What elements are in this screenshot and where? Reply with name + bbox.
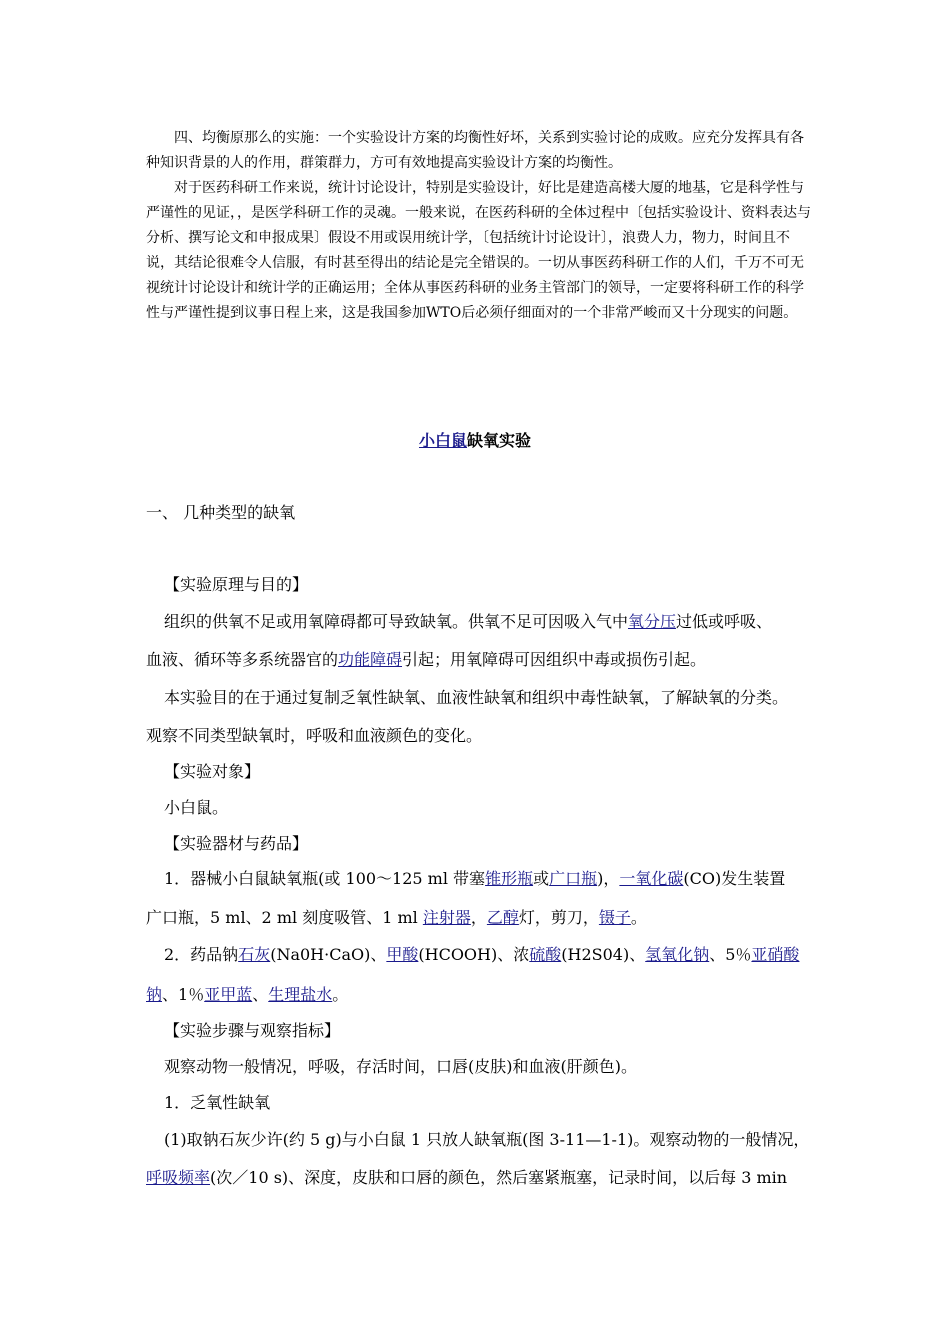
text: 、5％ bbox=[709, 945, 752, 964]
steps-heading: 【实验步骤与观察指标】 bbox=[164, 1021, 341, 1040]
link-dysfunction[interactable]: 功能障碍 bbox=[338, 650, 403, 669]
link-wide-mouth-bottle[interactable]: 广口瓶 bbox=[549, 869, 598, 888]
link-nitrite[interactable]: 亚硝酸 bbox=[751, 945, 800, 964]
text: 血液、循环等多系统器官的 bbox=[146, 650, 339, 669]
link-syringe[interactable]: 注射器 bbox=[422, 908, 471, 927]
link-sulfuric-acid[interactable]: 硫酸 bbox=[529, 945, 562, 964]
text: 组织的供氧不足或用氧障碍都可导致缺氧。供氧不足可因吸入气中 bbox=[164, 612, 629, 631]
link-formic-acid[interactable]: 甲酸 bbox=[386, 945, 419, 964]
text: )， bbox=[597, 869, 620, 888]
text: 。 bbox=[630, 908, 647, 927]
link-sodium-hydroxide[interactable]: 氢氧化钠 bbox=[645, 945, 710, 964]
text: (HCOOH)、浓 bbox=[418, 945, 530, 964]
text: 过低或呼吸、 bbox=[676, 612, 773, 631]
text: 广口瓶，5 ml、2 ml 刻度吸管、1 ml bbox=[146, 908, 423, 927]
text: 、 bbox=[252, 985, 269, 1004]
text: 、1％ bbox=[162, 985, 205, 1004]
steps-line-1: 观察动物一般情况，呼吸，存活时间，口唇(皮肤)和血液(肝颜色)。 bbox=[164, 1057, 637, 1076]
text: ， bbox=[470, 908, 487, 927]
subject-heading: 【实验对象】 bbox=[164, 762, 261, 781]
steps-line-2: 1．乏氧性缺氧 bbox=[164, 1093, 271, 1112]
principle-line-1 bbox=[164, 609, 772, 632]
text: 灯，剪刀， bbox=[518, 908, 599, 927]
text: (Na0H·CaO)、 bbox=[270, 945, 387, 964]
principle-line-3: 本实验目的在于通过复制乏氧性缺氧、血液性缺氧和组织中毒性缺氧，了解缺氧的分类。 bbox=[164, 688, 789, 707]
intro-paragraph-2 bbox=[146, 176, 816, 326]
principle-line-4: 观察不同类型缺氧时，呼吸和血液颜色的变化。 bbox=[146, 726, 483, 745]
steps-line-3: (1)取钠石灰少许(约 5 g)与小白鼠 1 只放人缺氧瓶(图 3-11—1-1)。观察动物的一般情况， bbox=[164, 1130, 810, 1149]
link-tweezers[interactable]: 镊子 bbox=[598, 908, 631, 927]
section-heading: 一、 几种类型的缺氧 bbox=[146, 503, 296, 522]
materials-heading: 【实验器材与药品】 bbox=[164, 834, 309, 853]
link-respiratory-rate[interactable]: 呼吸频率 bbox=[146, 1168, 211, 1187]
intro-paragraph-1 bbox=[146, 126, 816, 176]
text: (次／10 s)、深度，皮肤和口唇的颜色，然后塞紧瓶塞，记录时间，以后每 3 min bbox=[210, 1168, 788, 1187]
link-oxygen-partial-pressure[interactable]: 氧分压 bbox=[628, 612, 677, 631]
text: 或 bbox=[533, 869, 550, 888]
materials-line-3 bbox=[164, 942, 799, 965]
link-sodium[interactable]: 钠 bbox=[146, 985, 163, 1004]
link-lime[interactable]: 石灰 bbox=[238, 945, 271, 964]
intro-text-2: 对于医药科研工作来说，统计讨论设计，特别是实验设计，好比是建造高楼大厦的地基，它是科学性与严谨性的见证，，是医学科研工作的灵魂。一般来说，在医药科研的全体过程中〔包括实验设计、资料表达与分析、撰写论文和申报成果〕假设不用或误用统计学，〔包括统计讨论设计〕，浪费人力，物力，时间且不说，其结论很难令人信服，有时甚至得出的结论是完全错误的。一切从事医药科研工作的人们，千万不可无视统计讨论设计和统计学的正确运用；全体从事医药科研的业务主管部门的领导，一定要将科研工作的科学性与严谨性提到议事日程上来，这是我国参加WTO后必须仔细面对的一个非常严峻而又十分现实的问题。 bbox=[146, 180, 811, 321]
text: (CO)发生装置 bbox=[683, 869, 786, 888]
text: (H2S04)、 bbox=[561, 945, 646, 964]
text: 1．器械小白鼠缺氧瓶(或 100～125 ml 带塞 bbox=[164, 869, 486, 888]
link-methylene-blue[interactable]: 亚甲蓝 bbox=[204, 985, 253, 1004]
text: 2．药品钠 bbox=[164, 945, 239, 964]
link-carbon-monoxide[interactable]: 一氧化碳 bbox=[619, 869, 684, 888]
materials-line-4 bbox=[146, 982, 348, 1005]
materials-line-1 bbox=[164, 866, 785, 889]
subject-text: 小白鼠。 bbox=[164, 798, 229, 817]
title-link[interactable]: 小白鼠 bbox=[418, 431, 467, 450]
link-saline[interactable]: 生理盐水 bbox=[268, 985, 333, 1004]
text: 引起；用氧障碍可因组织中毒或损伤引起。 bbox=[402, 650, 707, 669]
link-ethanol[interactable]: 乙醇 bbox=[486, 908, 519, 927]
steps-line-4 bbox=[146, 1165, 787, 1188]
page-title bbox=[0, 428, 950, 451]
text: 。 bbox=[332, 985, 349, 1004]
principle-heading: 【实验原理与目的】 bbox=[164, 575, 309, 594]
principle-line-2 bbox=[146, 647, 706, 670]
title-text: 缺氧实验 bbox=[467, 431, 532, 450]
link-conical-flask[interactable]: 锥形瓶 bbox=[485, 869, 534, 888]
materials-line-2 bbox=[146, 905, 647, 928]
intro-text-1: 四、均衡原那么的实施：一个实验设计方案的均衡性好坏，关系到实验讨论的成败。应充分发挥具有各种知识背景的人的作用，群策群力，方可有效地提高实验设计方案的均衡性。 bbox=[146, 130, 804, 171]
